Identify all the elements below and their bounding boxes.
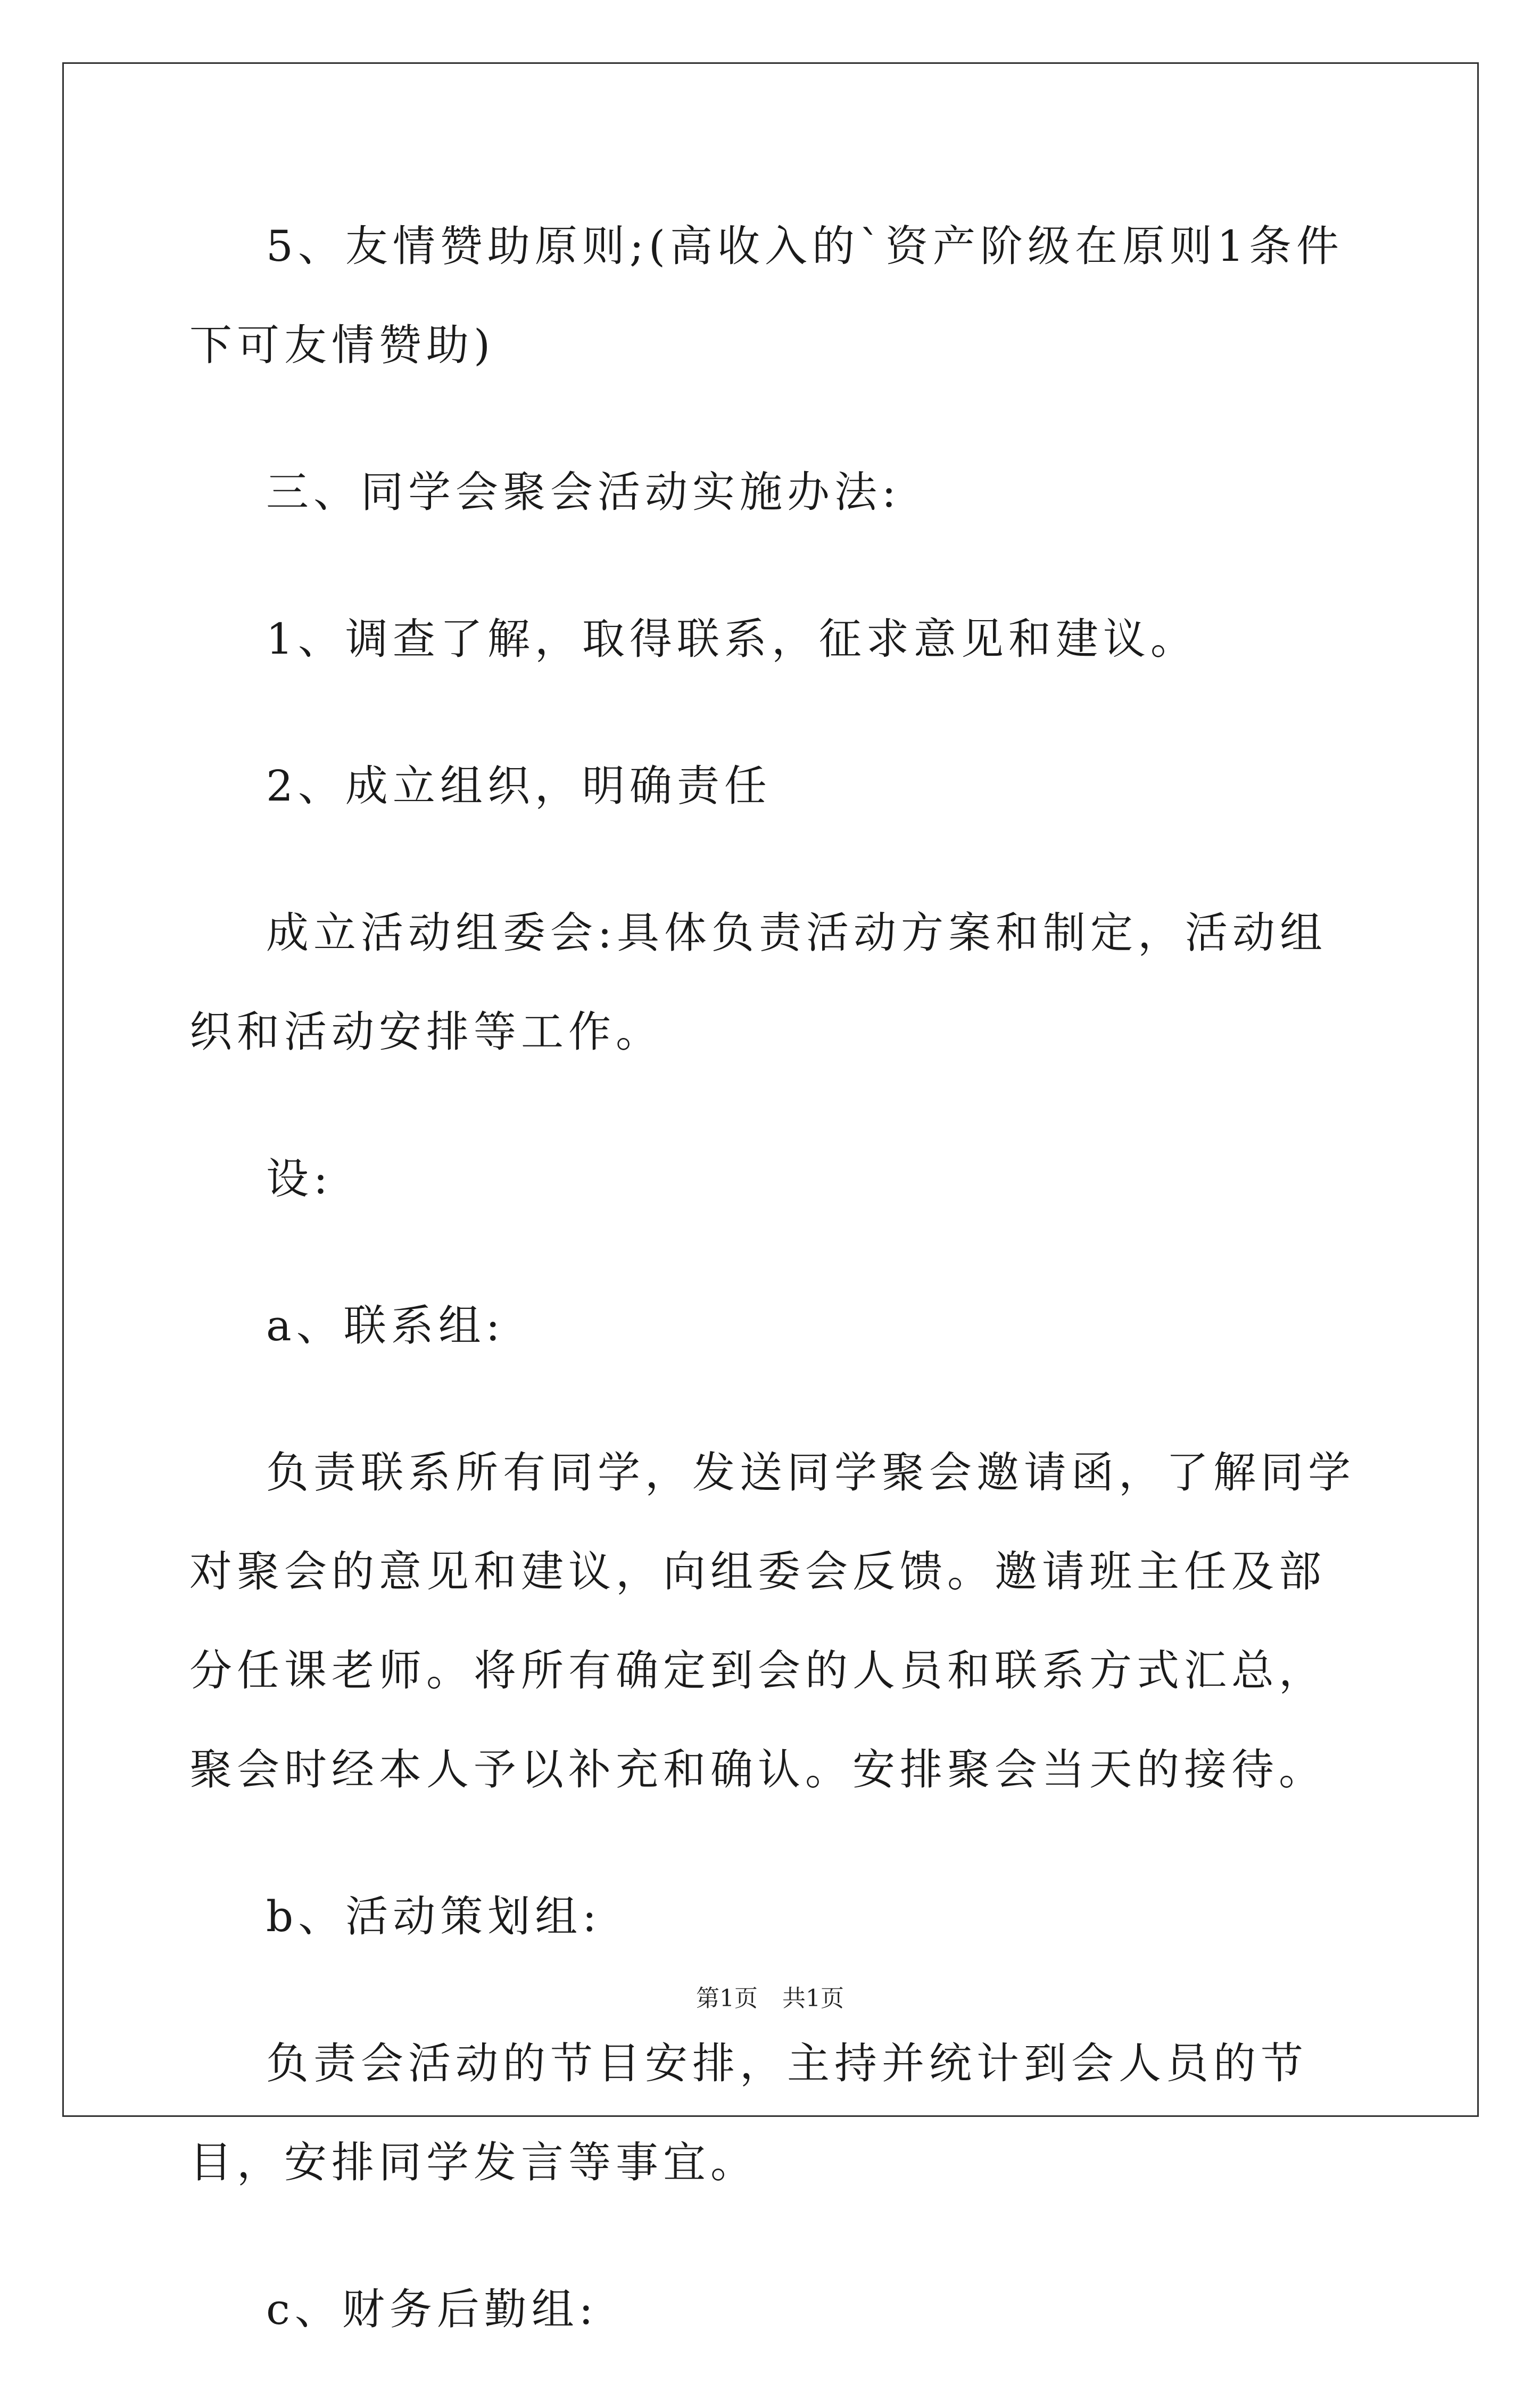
page-number: 第1页: [696, 1985, 758, 2012]
paragraph: 负责联系所有同学，发送同学聚会邀请函，了解同学对聚会的意见和建议，向组委会反馈。邀请班主任及部分任课老师。将所有确定到会的人员和联系方式汇总，聚会时经本人予以补充和确认。安排聚会当天的接待。: [189, 1448, 1355, 1794]
subheading: b、活动策划组:: [266, 1892, 602, 1941]
subheading: a、联系组:: [266, 1301, 505, 1350]
section-heading: 三、同学会聚会活动实施办法:: [266, 467, 901, 517]
paragraph: 成立活动组委会:具体负责活动方案和制定，活动组织和活动安排等工作。: [189, 908, 1327, 1057]
page-total: 共1页: [782, 1985, 844, 2012]
paragraph: 2、成立组织，明确责任: [266, 761, 772, 811]
subheading: c、财务后勤组:: [266, 2285, 598, 2334]
paragraph: 5、友情赞助原则;(高收入的`资产阶级在原则1条件下可友情赞助): [189, 221, 1344, 370]
document-body: [189, 197, 1360, 2407]
page-footer: [0, 1983, 1540, 2015]
paragraph: 负责会活动的节目安排，主持并统计到会人员的节目，安排同学发言等事宜。: [189, 2039, 1308, 2187]
paragraph: 设:: [266, 1154, 333, 1204]
paragraph: 1、调查了解，取得联系，征求意见和建议。: [266, 614, 1198, 664]
